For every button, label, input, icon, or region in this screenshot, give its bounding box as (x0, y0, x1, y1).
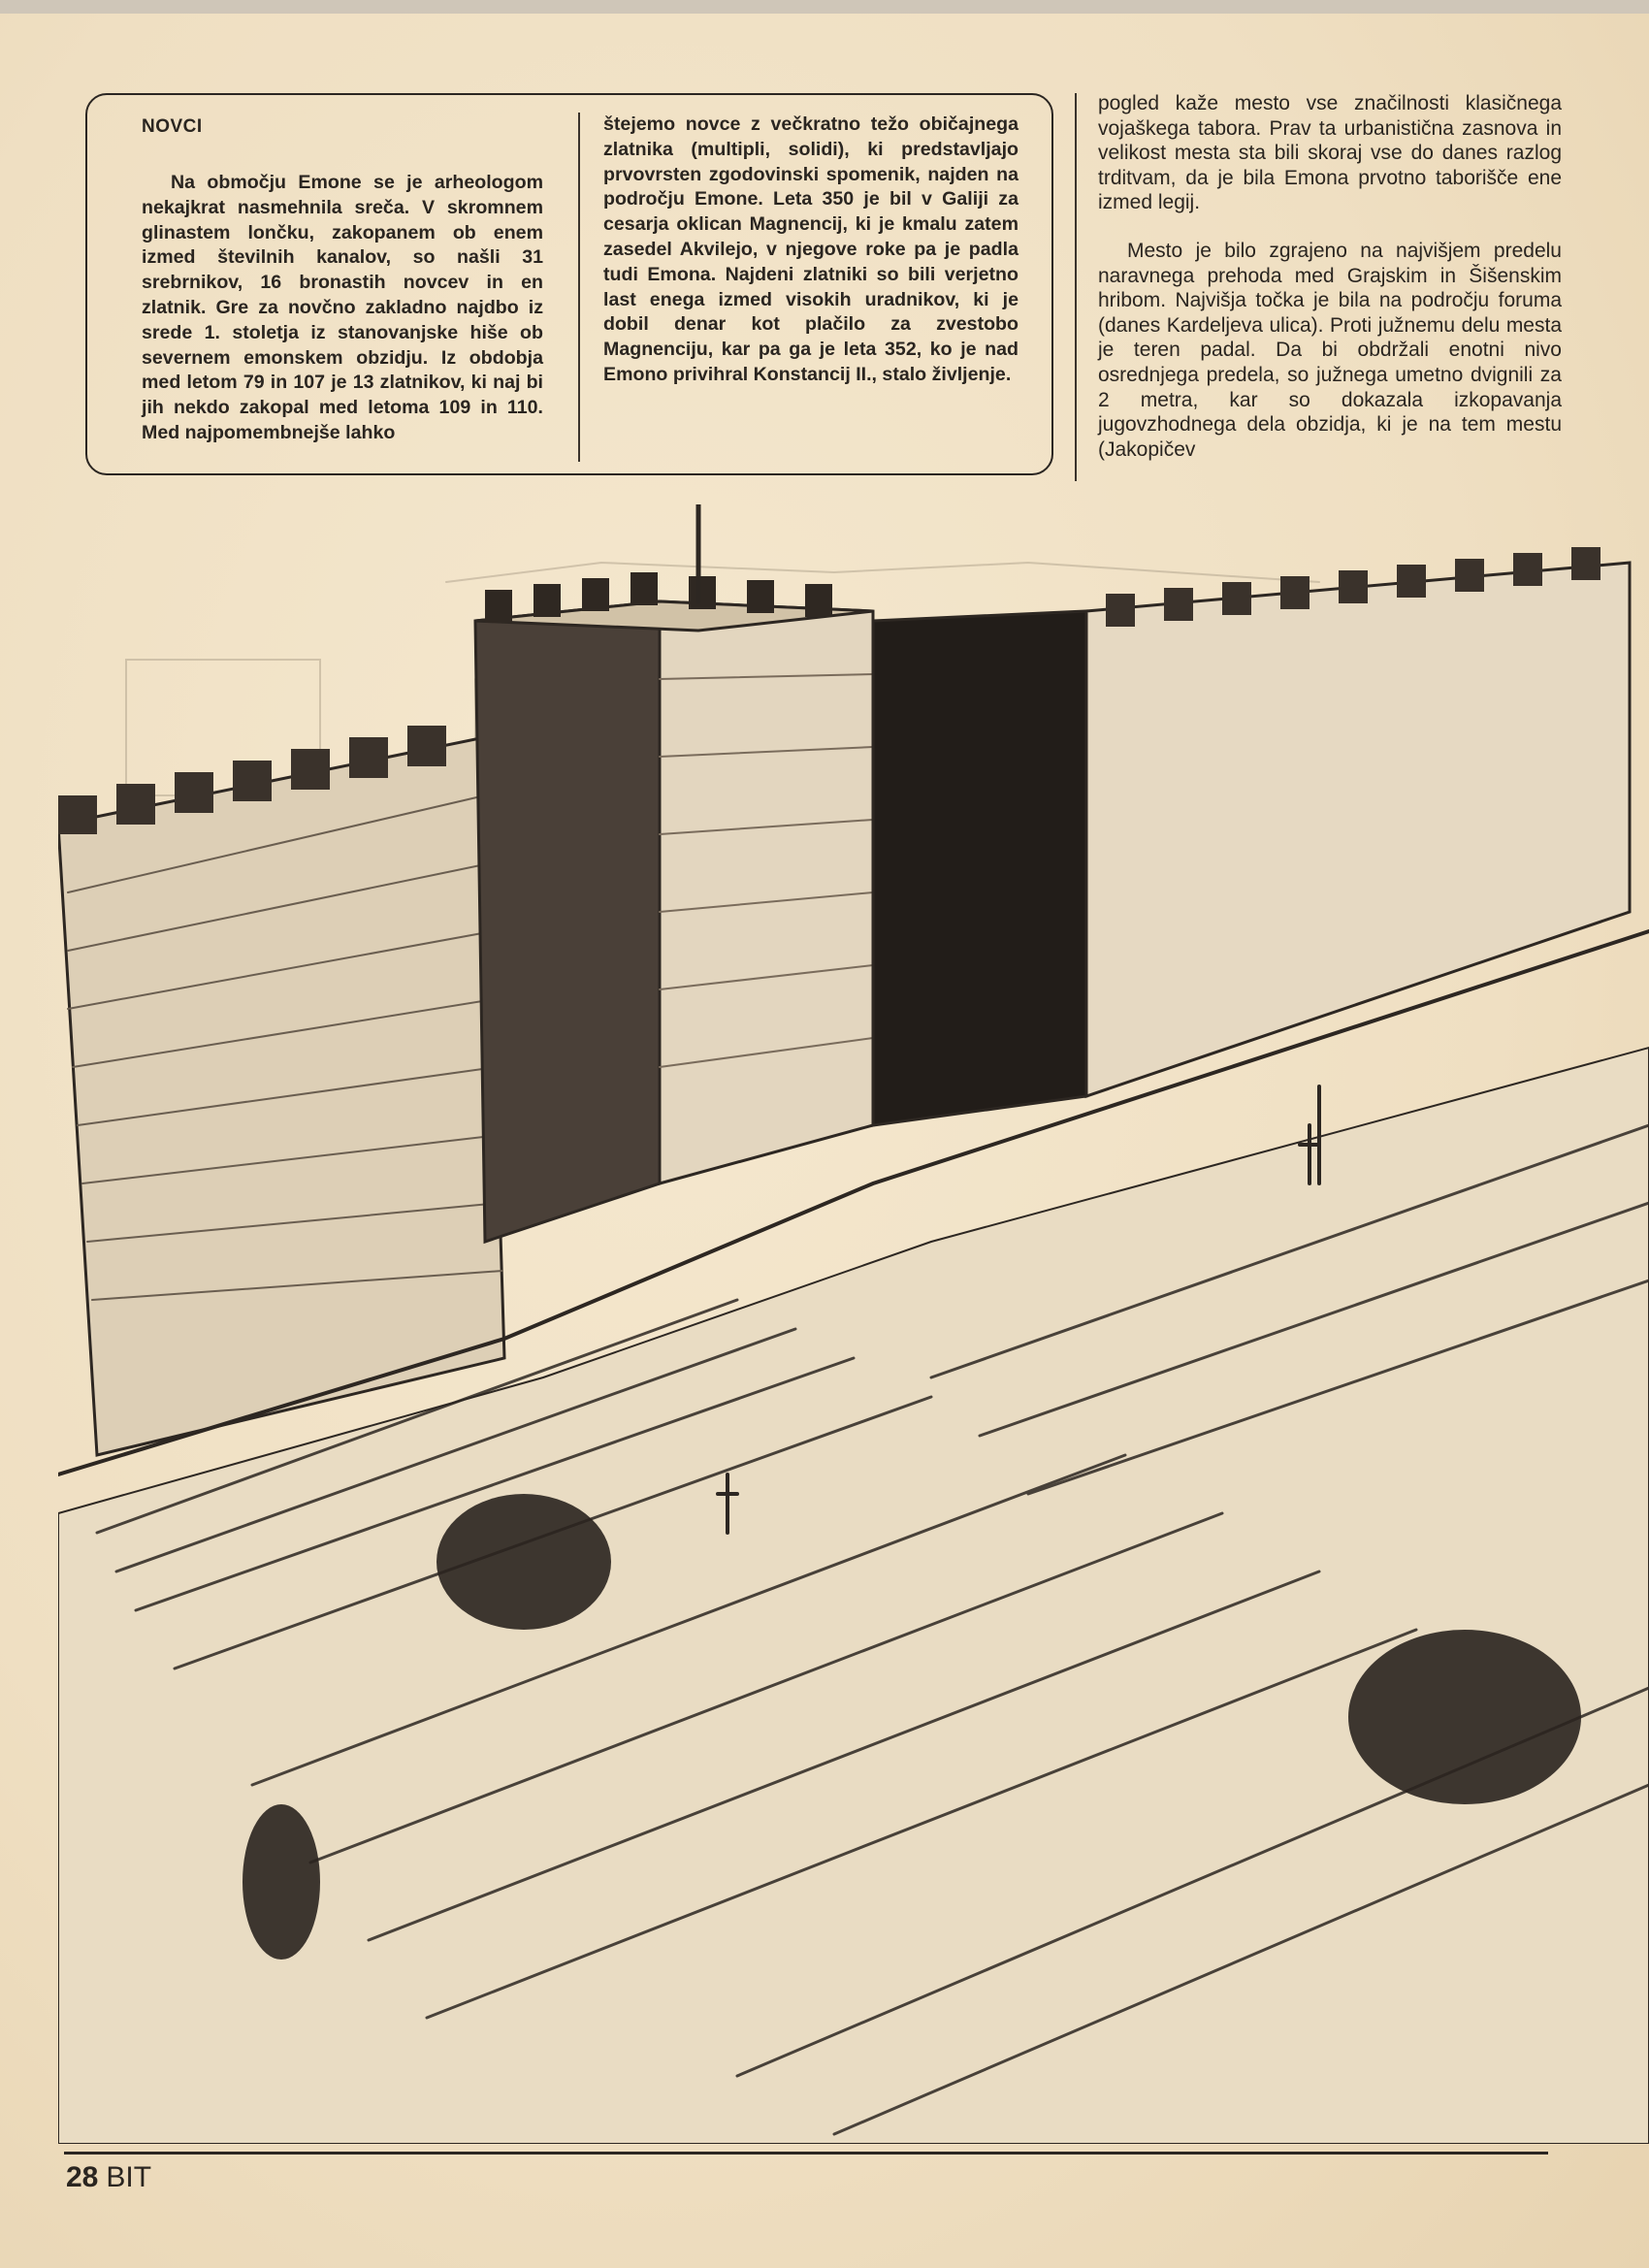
emona-gate-illustration (58, 504, 1649, 2144)
article-paragraph-1: pogled kaže mesto vse značilnosti klasičnega vojaškega tabora. Prav ta urbanistična zasnova in velikost mesta sta bili skoraj vse do danes razlog trditvam, da je bila Emona prvotno taborišče ene izmed legij. (1098, 92, 1562, 214)
article-paragraph-2: Mesto je bilo zgrajeno na najvišjem predelu naravnega prehoda med Grajskim in Šišenskim hribom. Najvišja točka je bila na področju foruma (danes Kardeljeva ulica). Proti južnemu delu mesta je teren padal. Da bi obdržali enotni nivo osrednjega predela, so južnega umetno dvignili za 2 metra, kar so dokazala izkopavanja jugovzhodnega dela obzidja, ki je na tem mestu (Jakopičev (1098, 239, 1562, 461)
footer-rule (64, 2152, 1548, 2155)
article-column-rule (1075, 93, 1077, 481)
sidebar-column-2 (603, 113, 1018, 388)
sidebar-column-divider (578, 113, 580, 462)
sidebar-title: NOVCI (142, 116, 203, 137)
page-folio (66, 2161, 151, 2194)
sidebar-paragraph-2: štejemo novce z večkratno težo običajnega zlatnika (multipli, solidi), ki predstavljajo prvovrsten zgodovinski spomenik, najden na področju Emone. Leta 350 je bil v Galiji za cesarja oklican Magnencij, ki je kmalu zatem zasedel Akvilejo, v njegove roke pa je padla tudi Emona. Najdeni zlatniki so bili verjetno last enega izmed visokih uradnikov, ki je dobil denar kot plačilo za zvestobo Magnenciju, kar pa ga je leta 352, ko je nad Emono privihral Konstancij II., stalo življenje. (603, 113, 1018, 385)
sidebar-paragraph-1: Na območju Emone se je arheologom nekajkrat nasmehnila sreča. V skromnem glinastem lončku, zakopanem ob enem izmed številnih kanalov, so našli 31 srebrnikov, 16 bronastih novcev in en zlatnik. Gre za novčno zakladno najdbo iz srede 1. stoletja iz stanovanjske hiše ob severnem emonskem obzidju. Iz obdobja med letom 79 in 107 je 13 zlatnikov, ki naj bi jih nekdo zakopal med letoma 109 in 110. Med najpomembnejše lahko (142, 172, 543, 443)
magazine-name: BIT (106, 2161, 152, 2193)
article-column (1098, 91, 1562, 462)
sidebar-column-1 (142, 171, 543, 446)
page-number: 28 (66, 2161, 99, 2193)
scan-top-edge (0, 0, 1649, 14)
